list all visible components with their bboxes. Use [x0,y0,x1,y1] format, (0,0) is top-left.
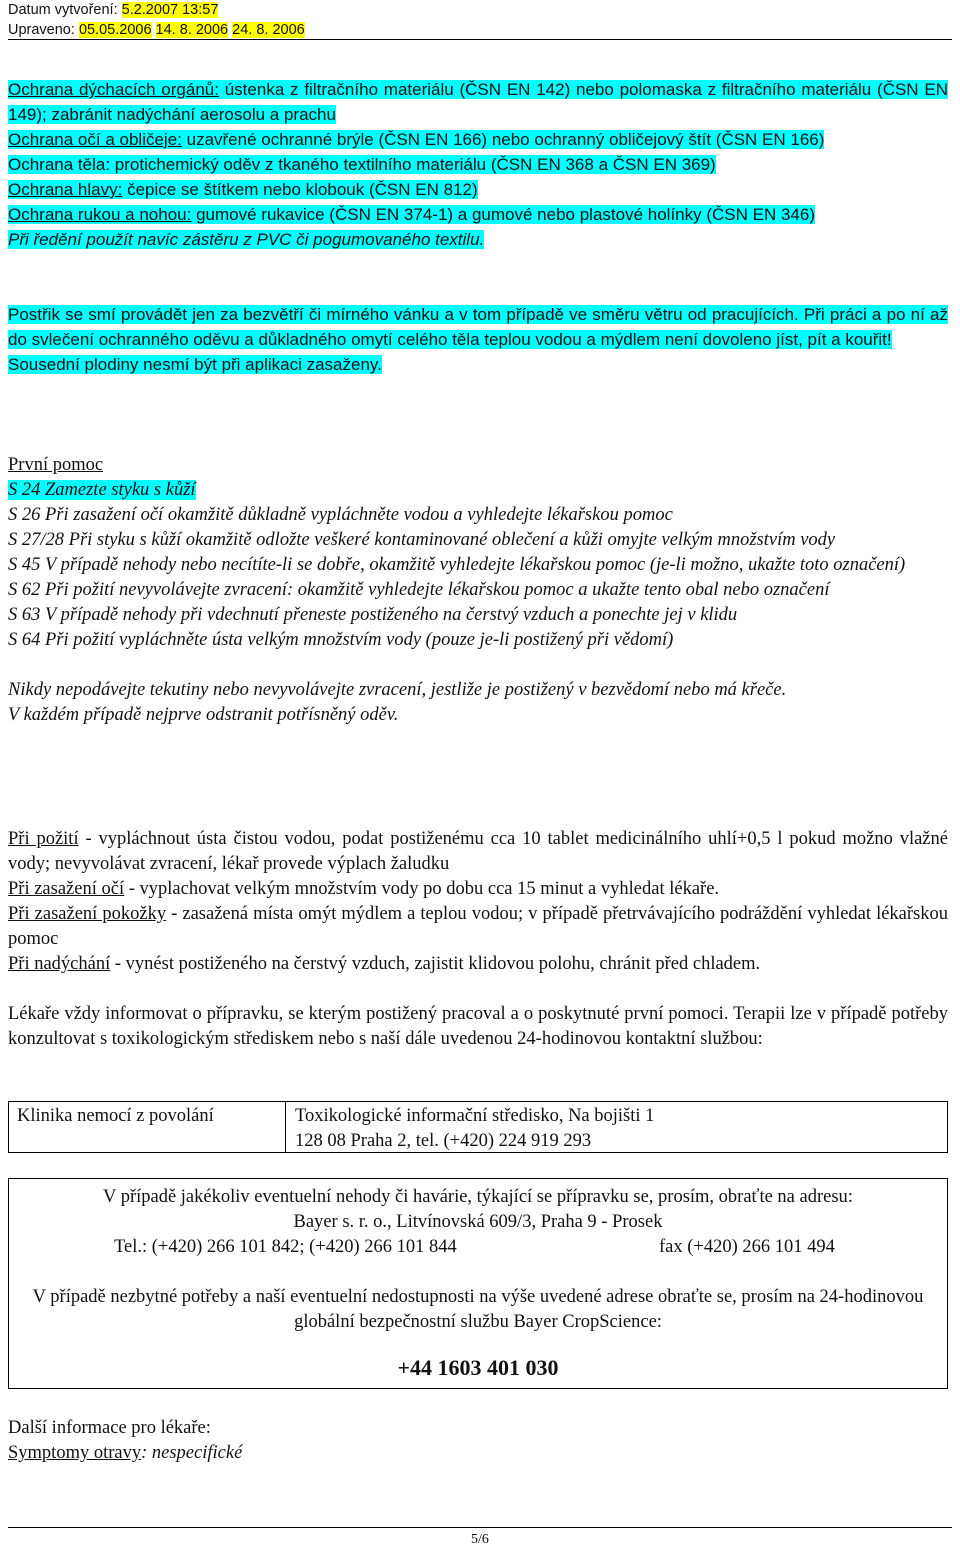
phrase-s62: S 62 Při požití nevyvolávejte zvracení: okamžitě vyhledejte lékařskou pomoc a ukažte tento obal nebo označení [8,580,830,600]
updated-label: Upraveno: [8,22,75,38]
phrase-s64: S 64 Při požití vypláchněte ústa velkým množstvím vody (pouze je-li postižený při vědomí) [8,630,674,650]
page-number: 5/6 [471,1532,489,1547]
spray-text: Postřik se smí provádět jen za bezvětří či mírného vánku a v tom případě ve směru větru od pracujících. Při práci a po ní až do svlečení ochranného oděvu a důkladného omytí celého těla teplou vodou a mýdlem není dovoleno jíst, pít a kouřit! [8,305,948,349]
more-info-title: Další informace pro lékaře: [8,1418,211,1438]
protection-note: Při ředění použít navíc zástěru z PVC či pogumovaného textilu. [8,230,485,249]
updated-date-1: 05.05.2006 [78,22,152,38]
created-value: 5.2.2007 13:57 [121,2,219,18]
clinic-contact [295,1104,654,1154]
protection-item-breathing: Ochrana dýchacích orgánů: ústenka z filtračního materiálu (ČSN EN 142) nebo polomaska z filtračního materiálu (ČSN EN 149); zabránit nadýchání aerosolu a prachu [8,80,948,124]
exposure-inhalation: Při nadýchání - vynést postiženého na čerstvý vzduch, zajistit klidovou polohu, chránit před chladem. [8,954,761,974]
phrase-s45: S 45 V případě nehody nebo necítíte-li se dobře, okamžitě vyhledejte lékařskou pomoc (je-li možno, ukažte toto označení) [8,555,906,575]
exposure-skin: Při zasažení pokožky - zasažená místa omýt mýdlem a teplou vodou; v případě přetrvávajícího podráždění vyhledat lékařskou pomoc [8,904,949,949]
protection-item-hands: Ochrana rukou a nohou: gumové rukavice (ČSN EN 374-1) a gumové nebo plastové holínky (ČSN EN 346) [8,205,815,224]
doctor-info [8,1002,948,1052]
spray-section [8,302,948,377]
emergency-fax: fax (+420) 266 101 494 [659,1237,835,1257]
exposure-eyes: Při zasažení očí - vyplachovat velkým množstvím vody po dobu cca 15 minut a vyhledat lékaře. [8,879,720,899]
emergency-phone: +44 1603 401 030 [397,1355,559,1380]
neighbour-text: Sousední plodiny nesmí být při aplikaci zasaženy. [8,355,382,374]
symptoms-line: Symptomy otravy: nespecifické [8,1443,243,1463]
clinic-address: 128 08 Praha 2, tel. (+420) 224 919 293 [295,1131,592,1151]
emergency-line3: V případě nezbytné potřeby a naší eventuelní nedostupnosti na výše uvedené adrese obraťte se, prosím na 24-hodinovou globální bezpečnostní službu Bayer CropScience: [32,1287,924,1332]
exposure-section [8,827,948,977]
phrase-s27-28: S 27/28 Při styku s kůží okamžitě odložte veškeré kontaminované oblečení a kůži omyjte velkým množstvím vody [8,530,836,550]
first-aid-title: První pomoc [8,455,104,475]
emergency-tel: Tel.: (+420) 266 101 842; (+420) 266 101 844 [114,1237,457,1257]
protection-section [8,77,948,252]
updated-date-2: 14. 8. 2006 [155,22,229,38]
emergency-address: Bayer s. r. o., Litvínovská 609/3, Praha 9 - Prosek [293,1212,663,1232]
protection-item-body: Ochrana těla: protichemický oděv z tkaného textilního materiálu (ČSN EN 368 a ČSN EN 369) [8,155,716,174]
first-aid-section [8,453,948,728]
exposure-ingestion: Při požití - vypláchnout ústa čistou vodou, podat postiženému cca 10 tablet medicinálního uhlí+0,5 l pokud možno vlažné vody; nevyvolávat zvracení, lékař provede výplach žaludku [8,829,948,874]
doctor-text: Lékaře vždy informovat o přípravku, se kterým postižený pracoval a o poskytnuté první pomoci. Terapii lze v případě potřeby konzultovat s toxikologickým střediskem nebo s naší dále uvedenou 24-hodinovou kontaktní službou: [8,1004,948,1049]
clinic-name: Klinika nemocí z povolání [17,1106,214,1126]
updated-date-3: 24. 8. 2006 [232,22,305,38]
emergency-contacts [19,1235,937,1260]
clinic-table [8,1101,948,1153]
protection-item-head: Ochrana hlavy: čepice se štítkem nebo klobouk (ČSN EN 812) [8,180,478,199]
emergency-line1: V případě jakékoliv eventuelní nehody či havárie, týkající se přípravku se, prosím, obraťte na adresu: [103,1187,853,1207]
protection-item-eyes: Ochrana očí a obličeje: uzavřené ochranné brýle (ČSN EN 166) nebo ochranný obličejový štít (ČSN EN 166) [8,130,825,149]
updated-line [8,20,952,40]
created-label: Datum vytvoření: [8,2,118,18]
phrase-s63: S 63 V případě nehody při vdechnutí přeneste postiženého na čerstvý vzduch a ponechte jej v klidu [8,605,738,625]
clinic-divider [285,1102,286,1152]
emergency-box [8,1178,948,1389]
clinic-center: Toxikologické informační středisko, Na bojišti 1 [295,1106,655,1126]
phrase-s26: S 26 Při zasažení očí okamžitě důkladně vypláchněte vodou a vyhledejte lékařskou pomoc [8,505,673,525]
footer-rule [8,1527,952,1528]
warning-clothes: V každém případě nejprve odstranit potřísněný oděv. [8,705,399,725]
header-rule [8,39,952,40]
document-header [8,0,952,40]
more-info [8,1416,948,1466]
warning-unconscious: Nikdy nepodávejte tekutiny nebo nevyvolávejte zvracení, jestliže je postižený v bezvědomí nebo má křeče. [8,680,787,700]
created-line [8,0,952,20]
phrase-s24: S 24 Zamezte styku s kůží [8,480,196,500]
